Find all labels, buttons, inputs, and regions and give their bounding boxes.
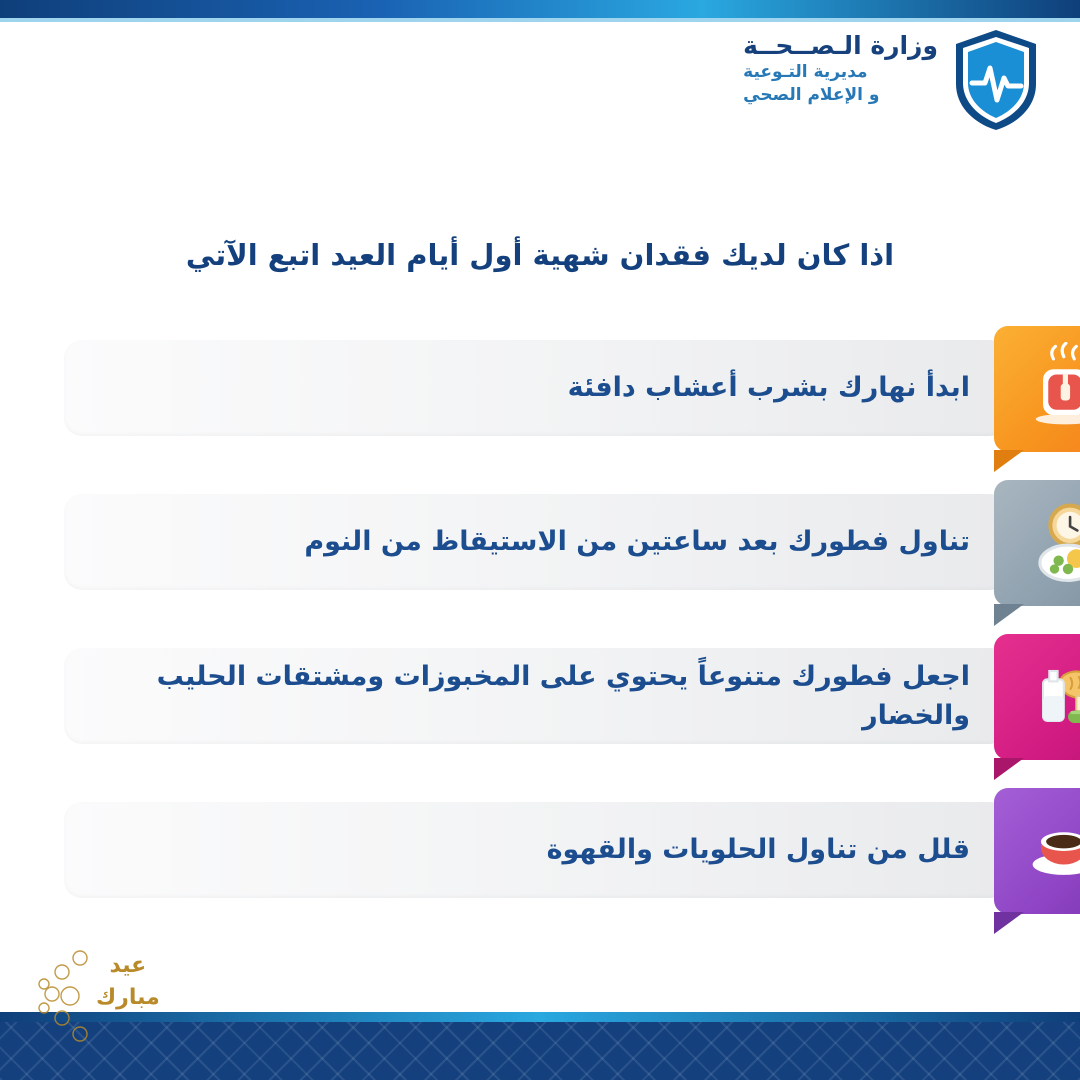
clock-and-meal-plate-icon bbox=[994, 480, 1080, 606]
hot-herbal-drink-icon bbox=[994, 326, 1080, 452]
list-item bbox=[0, 780, 1080, 920]
tip-text: اجعل فطورك متنوعاً يحتوي على المخبوزات ومشتقات الحليب والخضار bbox=[156, 660, 970, 731]
tip-bar bbox=[64, 802, 1008, 898]
eid-greeting-line2: مبارك bbox=[96, 984, 160, 1010]
department-name-line1: مديرية التـوعية bbox=[743, 61, 868, 82]
header bbox=[0, 28, 1080, 148]
health-shield-heartbeat-icon bbox=[952, 28, 1040, 132]
ministry-logo bbox=[743, 28, 1040, 132]
list-item bbox=[0, 626, 1080, 766]
eid-badge bbox=[18, 922, 198, 1072]
tips-list bbox=[0, 318, 1080, 934]
ministry-logo-text bbox=[743, 28, 938, 107]
bread-milk-vegetables-icon bbox=[994, 634, 1080, 760]
tip-bar bbox=[64, 340, 1008, 436]
top-decorative-band bbox=[0, 0, 1080, 18]
eid-greeting bbox=[96, 950, 160, 1014]
top-decorative-band-inner bbox=[0, 18, 1080, 22]
ministry-name: وزارة الـصــحــة bbox=[743, 31, 938, 60]
eid-greeting-line1: عيد bbox=[109, 953, 147, 978]
tip-bar bbox=[64, 494, 1008, 590]
coffee-and-donut-icon bbox=[994, 788, 1080, 914]
page-title: اذا كان لديك فقدان شهية أول أيام العيد اتبع الآتي bbox=[185, 238, 895, 272]
department-name-line2: و الإعلام الصحي bbox=[743, 84, 880, 105]
list-item bbox=[0, 318, 1080, 458]
tip-bar bbox=[64, 648, 1008, 744]
tip-text: تناول فطورك بعد ساعتين من الاستيقاظ من النوم bbox=[304, 526, 970, 558]
tip-text: ابدأ نهارك بشرب أعشاب دافئة bbox=[567, 372, 970, 404]
list-item bbox=[0, 472, 1080, 612]
tip-text: قلل من تناول الحلويات والقهوة bbox=[546, 834, 970, 866]
